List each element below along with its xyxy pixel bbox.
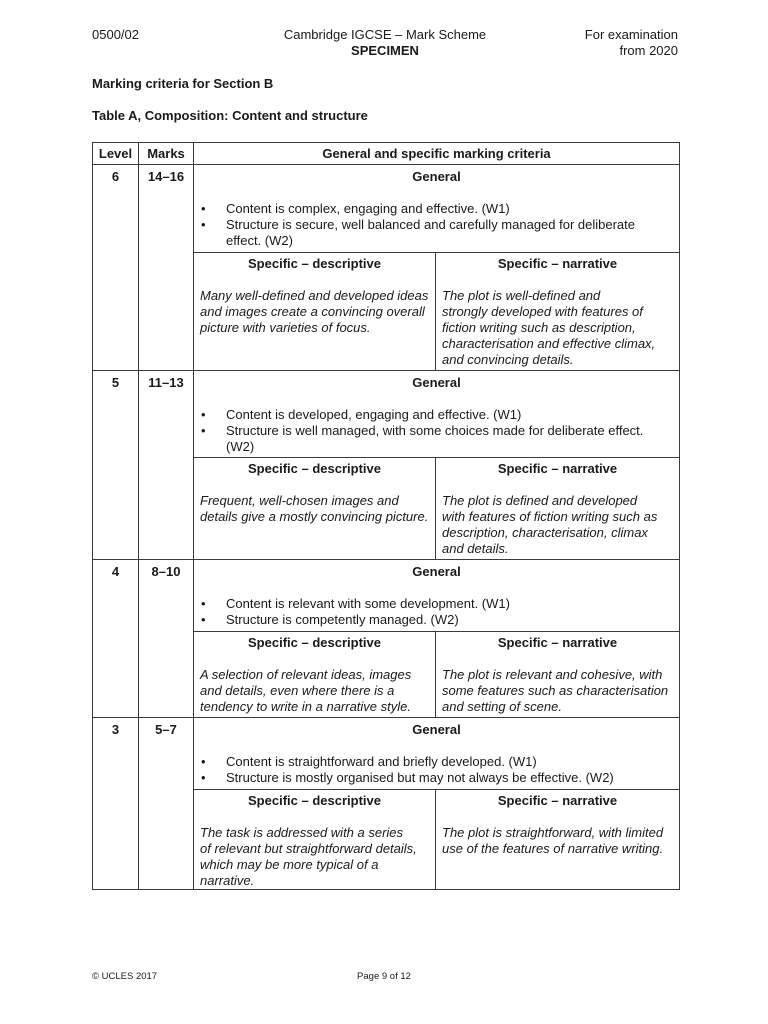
specific-descriptive-label: Specific – descriptive [248, 793, 381, 808]
exam-line-2: from 2020 [619, 43, 678, 58]
bullet-item: • Structure is well managed, with some choices made for deliberate effect. (W2) [194, 423, 679, 455]
column-header-criteria: General and specific marking criteria [194, 143, 680, 165]
general-criteria-cell [194, 560, 680, 632]
level-cell: 6 [93, 165, 139, 371]
level-4-general-row [93, 560, 680, 632]
specific-descriptive-text: Frequent, well-chosen images and details give a mostly convincing picture. [200, 493, 429, 524]
general-criteria-cell [194, 371, 680, 458]
bullet-item: • Structure is mostly organised but may not always be effective. (W2) [194, 770, 679, 786]
specific-narrative-cell [436, 790, 680, 890]
specific-narrative-text: The plot is defined and developed with features of fiction writing such as description, characterisation, climax and details. [442, 493, 658, 556]
page-number: Page 9 of 12 [357, 971, 411, 982]
document-header [235, 27, 535, 59]
level-3-general-row [93, 718, 680, 790]
exam-line-1: For examination [584, 27, 678, 42]
general-bullet-list [194, 596, 679, 628]
column-header-marks: Marks [139, 143, 194, 165]
specific-narrative-label: Specific – narrative [497, 256, 618, 271]
specific-descriptive-text: A selection of relevant ideas, images and details, even where there is a tendency to write in a narrative style. [200, 667, 412, 714]
marking-criteria-table [92, 142, 680, 890]
syllabus-code: 0500/02 [92, 27, 139, 42]
specific-descriptive-text: Many well-defined and developed ideas and images create a convincing overall picture with varieties of focus. [200, 288, 429, 335]
specific-narrative-label: Specific – narrative [497, 793, 618, 808]
table-header-row [93, 143, 680, 165]
general-label: General [412, 169, 461, 184]
specific-descriptive-text: The task is addressed with a series of relevant but straightforward details, which may be more typical of a narrative. [200, 825, 417, 888]
specific-descriptive-label: Specific – descriptive [248, 635, 381, 650]
general-label: General [412, 564, 461, 579]
specific-narrative-cell [436, 632, 680, 718]
specimen-label: SPECIMEN [351, 43, 419, 58]
bullet-item: • Content is relevant with some development. (W1) [194, 596, 679, 612]
copyright-notice: © UCLES 2017 [92, 971, 158, 982]
level-6-general-row [93, 165, 680, 253]
bullet-item: • Structure is secure, well balanced and carefully managed for deliberate effect. (W2) [194, 217, 679, 249]
section-heading: Marking criteria for Section B [92, 76, 274, 91]
marks-cell: 11–13 [139, 371, 194, 560]
general-bullet-list [194, 407, 679, 455]
level-cell: 4 [93, 560, 139, 718]
document-title: Cambridge IGCSE – Mark Scheme [283, 27, 487, 42]
specific-narrative-cell [436, 253, 680, 371]
level-cell: 3 [93, 718, 139, 890]
specific-narrative-label: Specific – narrative [497, 635, 618, 650]
marks-cell: 14–16 [139, 165, 194, 371]
specific-descriptive-label: Specific – descriptive [248, 461, 381, 476]
specific-descriptive-label: Specific – descriptive [248, 256, 381, 271]
specific-descriptive-cell [194, 458, 436, 560]
general-criteria-cell [194, 718, 680, 790]
level-5-general-row [93, 371, 680, 458]
specific-narrative-text: The plot is well-defined and strongly developed with features of fiction writing such as description, characterisation and effective climax, and convincing details. [442, 288, 656, 367]
bullet-item: • Structure is competently managed. (W2) [194, 612, 679, 628]
general-criteria-cell [194, 165, 680, 253]
general-bullet-list [194, 754, 679, 786]
general-label: General [412, 375, 461, 390]
column-header-level: Level [93, 143, 139, 165]
specific-narrative-label: Specific – narrative [497, 461, 618, 476]
table-title: Table A, Composition: Content and structure [92, 108, 368, 123]
specific-descriptive-cell [194, 253, 436, 371]
specific-descriptive-cell [194, 790, 436, 890]
marks-cell: 8–10 [139, 560, 194, 718]
exam-year-note [585, 27, 678, 59]
general-label: General [412, 722, 461, 737]
specific-narrative-text: The plot is relevant and cohesive, with some features such as characterisation and setting of scene. [442, 667, 669, 714]
specific-narrative-cell [436, 458, 680, 560]
bullet-item: • Content is straightforward and briefly developed. (W1) [194, 754, 679, 770]
marks-cell: 5–7 [139, 718, 194, 890]
specific-narrative-text: The plot is straightforward, with limited use of the features of narrative writing. [442, 825, 664, 856]
specific-descriptive-cell [194, 632, 436, 718]
bullet-item: • Content is complex, engaging and effective. (W1) [194, 201, 679, 217]
bullet-item: • Content is developed, engaging and effective. (W1) [194, 407, 679, 423]
level-cell: 5 [93, 371, 139, 560]
general-bullet-list [194, 201, 679, 249]
